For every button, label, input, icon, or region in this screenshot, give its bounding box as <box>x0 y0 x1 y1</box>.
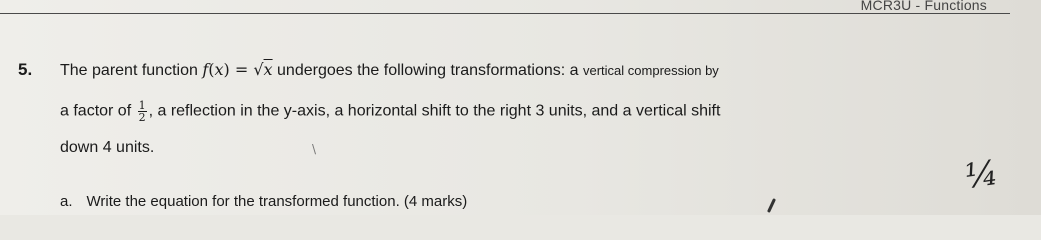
fraction-numerator: 1 <box>138 99 146 112</box>
question-line-3: down 4 units. <box>60 139 155 156</box>
question-text: , a reflection in the y-axis, a horizontal shift to the right 3 units, and a vertical shift <box>148 102 721 120</box>
function-variable: x <box>214 60 224 79</box>
header-divider <box>0 13 1010 14</box>
part-a-prompt <box>60 193 467 210</box>
question-text: The parent function <box>60 62 203 79</box>
square-root-sign: √ <box>253 60 264 79</box>
function-paren-open: ( <box>208 60 215 79</box>
question-text: vertical compression by <box>582 63 719 78</box>
question-line-1 <box>60 60 719 80</box>
function-name: f <box>202 60 209 79</box>
square-root-radicand: x <box>263 60 273 79</box>
fraction-denominator: 2 <box>138 111 146 124</box>
question-text: a factor of <box>60 102 136 120</box>
handwritten-score: ¼ <box>962 152 1001 198</box>
pencil-tick-mark: \ <box>312 142 317 156</box>
fraction <box>138 100 147 123</box>
part-a-label: a. <box>60 193 73 210</box>
question-number: 5. <box>18 60 33 79</box>
question-line-2 <box>60 100 720 123</box>
course-header: MCR3U - Functions <box>860 0 987 13</box>
question-text: undergoes the following transformations: a <box>272 62 583 79</box>
pen-stroke-mark <box>767 198 776 213</box>
function-paren-close: ) = <box>223 60 254 79</box>
part-a-text: Write the equation for the transformed function. (4 marks) <box>86 193 468 210</box>
